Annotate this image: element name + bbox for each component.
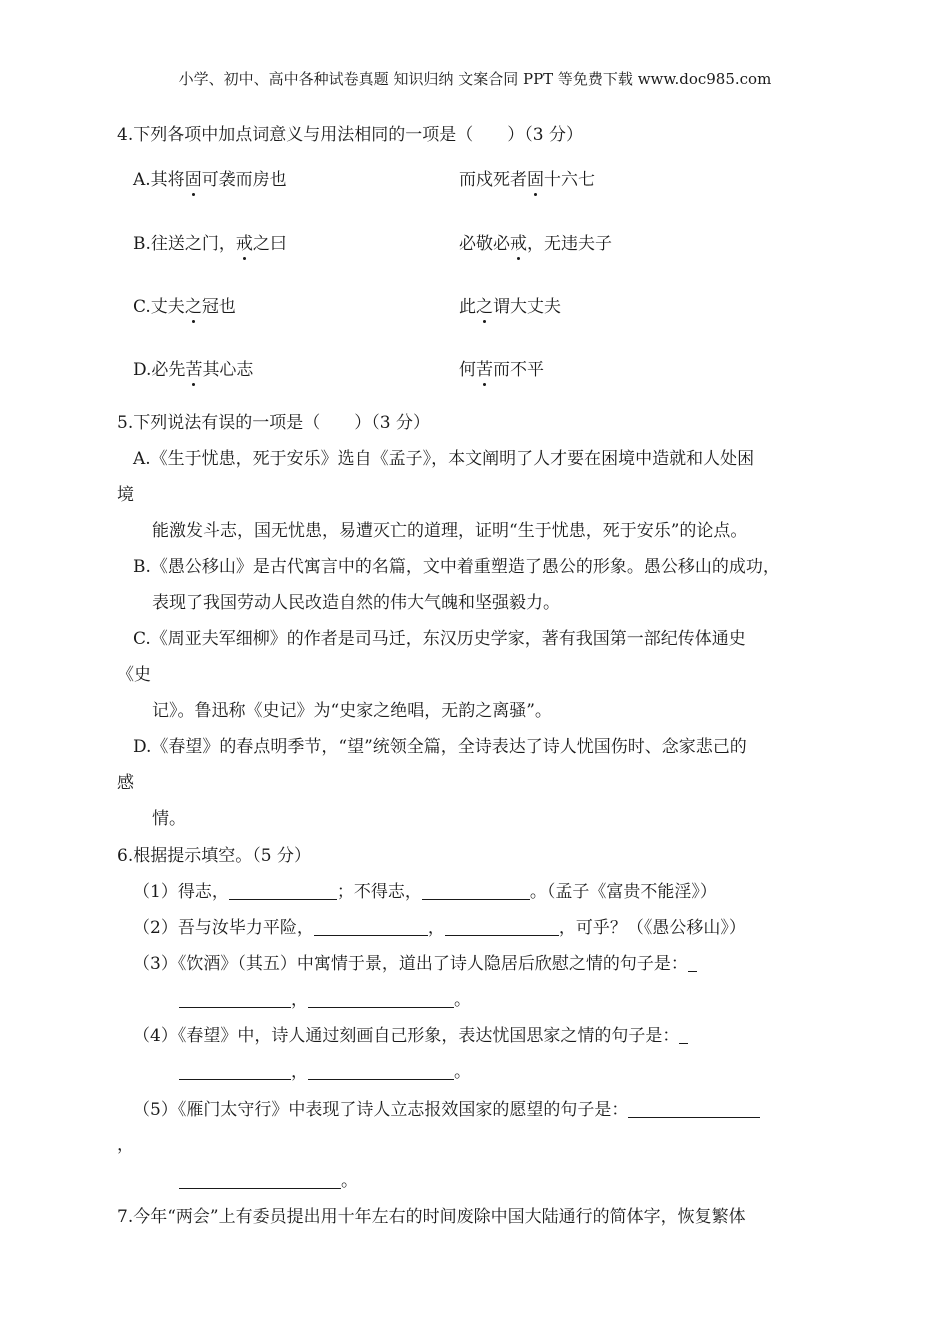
q4-option-d-left: D.必先苦其心志 [133, 355, 253, 380]
emphasis-dot: 苦 [185, 355, 202, 380]
q6-item-5-comma: ， [117, 1135, 134, 1155]
q4-option-a-right: 而戍死者固十六七 [459, 165, 595, 190]
emphasis-dot: 苦 [476, 355, 493, 380]
q5-option-c-line1: C.《周亚夫军细柳》的作者是司马迁，东汉历史学家，著有我国第一部纪传体通史 [133, 629, 746, 649]
q5-option-a-line3: 能激发斗志，国无忧患，易遭灭亡的道理，证明“生于忧患，死于安乐”的论点。 [152, 521, 748, 541]
q4-option-d-right: 何苦而不平 [459, 355, 544, 380]
emphasis-dot: 戒 [236, 229, 253, 254]
answer-blank[interactable] [314, 919, 428, 936]
q5-option-a-line2: 境 [117, 485, 134, 505]
q6-item-4-answer: ， 。 [179, 1057, 471, 1082]
answer-blank[interactable] [679, 1027, 688, 1044]
q5-option-d-line3: 情。 [152, 809, 186, 829]
answer-blank[interactable] [688, 955, 697, 972]
q4-stem: 4.下列各项中加点词意义与用法相同的一项是（ ）（3 分） [117, 125, 583, 145]
q5-option-c-line2: 《史 [117, 665, 151, 685]
q4-option-c-right: 此之谓大丈夫 [459, 292, 561, 317]
q6-item-5-answer: 。 [179, 1166, 358, 1191]
q5-option-b-line2: 表现了我国劳动人民改造自然的伟大气魄和坚强毅力。 [152, 593, 560, 613]
q6-item-2: （2）吾与汝毕力平险， ， ，可乎？（《愚公移山》） [133, 918, 746, 938]
q5-option-d-line2: 感 [117, 773, 134, 793]
q4-option-a-left: A.其将固可袭而房也 [133, 165, 287, 190]
emphasis-dot: 戒 [510, 229, 527, 254]
q5-option-c-line3: 记》。鲁迅称《史记》为“史家之绝唱，无韵之离骚”。 [152, 701, 552, 721]
answer-blank[interactable] [179, 991, 291, 1008]
answer-blank[interactable] [445, 919, 559, 936]
q5-option-d-line1: D.《春望》的春点明季节，“望”统领全篇，全诗表达了诗人忧国伤时、念家悲己的 [133, 737, 747, 757]
emphasis-dot: 之 [476, 292, 493, 317]
answer-blank[interactable] [229, 883, 337, 900]
emphasis-dot: 固 [527, 165, 544, 190]
answer-blank[interactable] [179, 1172, 341, 1189]
emphasis-dot: 固 [185, 165, 202, 190]
emphasis-dot: 之 [185, 292, 202, 317]
q5-option-a-line1: A.《生于忧患，死于安乐》选自《孟子》，本文阐明了人才要在困境中造就和人处困 [133, 449, 755, 469]
q5-option-b-line1: B.《愚公移山》是古代寓言中的名篇，文中着重塑造了愚公的形象。愚公移山的成功， [133, 557, 780, 577]
answer-blank[interactable] [179, 1063, 291, 1080]
q6-item-1: （1）得志， ；不得志， 。（孟子《富贵不能淫》） [133, 882, 717, 902]
q7-stem: 7.今年“两会”上有委员提出用十年左右的时间废除中国大陆通行的简体字，恢复繁体 [117, 1207, 746, 1227]
q6-item-4-prompt: （4）《春望》中，诗人通过刻画自己形象，表达忧国思家之情的句子是： [133, 1021, 688, 1046]
q6-item-5-prompt: （5）《雁门太守行》中表现了诗人立志报效国家的愿望的句子是： [133, 1095, 760, 1120]
page-header: 小学、初中、高中各种试卷真题 知识归纳 文案合同 PPT 等免费下载 www.doc985.com [178, 70, 772, 88]
q4-option-b-left: B.往送之门，戒之曰 [133, 229, 287, 254]
q4-option-b-right: 必敬必戒，无违夫子 [459, 229, 612, 254]
answer-blank[interactable] [628, 1101, 760, 1118]
answer-blank[interactable] [422, 883, 530, 900]
answer-blank[interactable] [308, 991, 454, 1008]
q4-option-c-left: C.丈夫之冠也 [133, 292, 236, 317]
q5-stem: 5.下列说法有误的一项是（ ）（3 分） [117, 413, 430, 433]
q6-item-3-answer: ， 。 [179, 985, 471, 1010]
answer-blank[interactable] [308, 1063, 454, 1080]
q6-stem: 6.根据提示填空。（5 分） [117, 846, 311, 866]
q6-item-3-prompt: （3）《饮酒》（其五）中寓情于景，道出了诗人隐居后欣慰之情的句子是： [133, 949, 697, 974]
